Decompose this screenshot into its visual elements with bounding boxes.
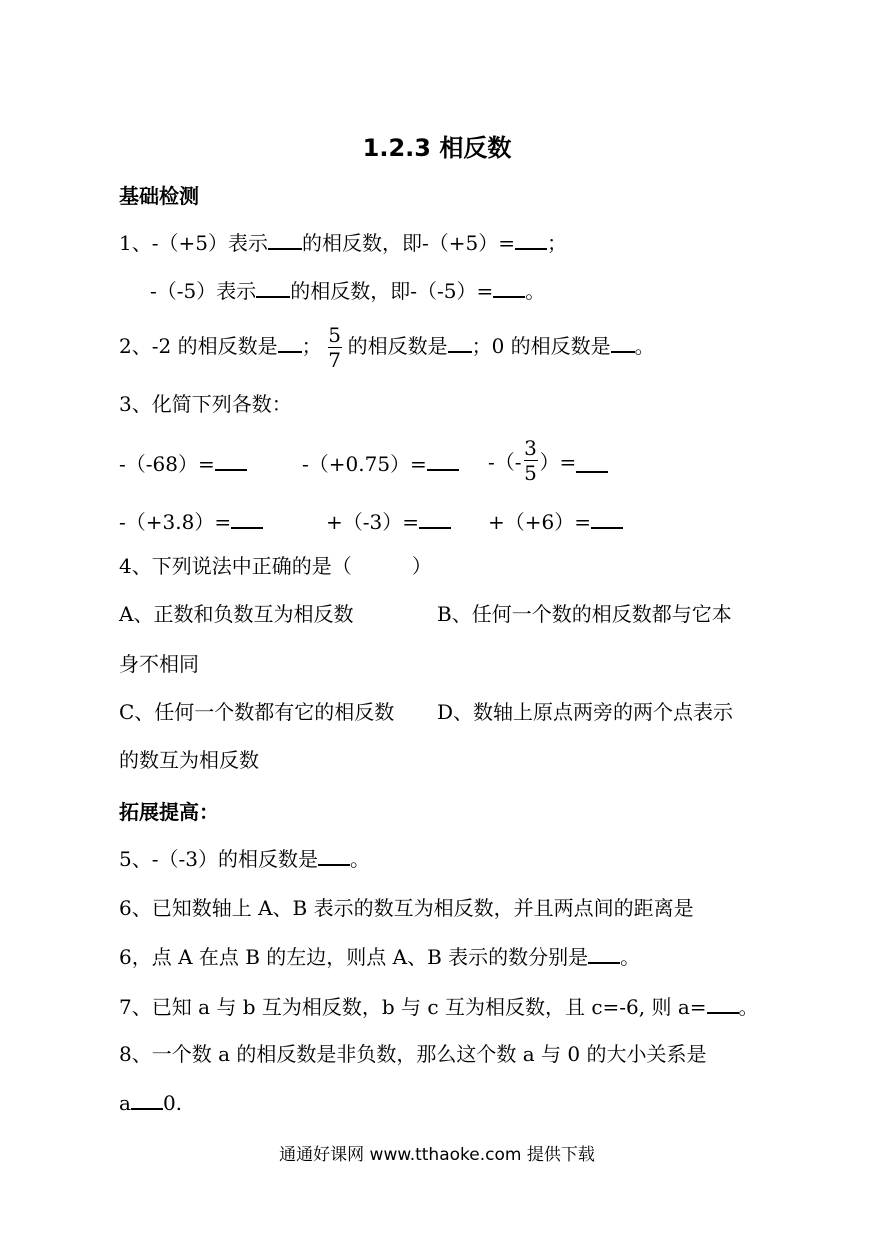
q1-text-e: 的相反数，即-（-5）= — [290, 279, 494, 303]
question-1-line-1 — [119, 228, 567, 257]
page-footer: 通通好课网 www.tthaoke.com 提供下载 — [279, 1145, 595, 1165]
fraction-numerator: 3 — [524, 435, 537, 460]
q7-text-b: 。 — [738, 995, 759, 1019]
fraction-denominator: 5 — [524, 460, 537, 485]
answer-blank[interactable] — [268, 228, 302, 250]
q8-text-a: a — [119, 1091, 131, 1115]
expr-text: -（-68）= — [119, 452, 215, 476]
answer-blank[interactable] — [515, 228, 547, 250]
q2-text-c: 的相反数是 — [347, 334, 448, 358]
q2-text-b: ； — [301, 334, 322, 358]
fraction-denominator: 7 — [328, 348, 341, 372]
q1-text-f: 。 — [525, 279, 546, 303]
answer-blank[interactable] — [576, 451, 608, 473]
answer-blank[interactable] — [448, 331, 472, 353]
question-4-prompt: 4、下列说法中正确的是（ ） — [119, 554, 432, 578]
q3-expression-1 — [119, 448, 247, 477]
option-d-line-1: D、数轴上原点两旁的两个点表示 — [437, 700, 734, 724]
expr-text: -（- — [488, 449, 522, 474]
section-basic-heading: 基础检测 — [119, 184, 199, 208]
answer-blank[interactable] — [427, 449, 459, 471]
answer-blank[interactable] — [493, 276, 525, 298]
fraction — [328, 323, 342, 372]
answer-blank[interactable] — [278, 331, 302, 353]
q5-text-b: 。 — [349, 847, 370, 871]
q7-text-a: 7、已知 a 与 b 互为相反数，b 与 c 互为相反数，且 c=-6, 则 a= — [119, 995, 707, 1019]
q6-text-a: 6，点 A 在点 B 的左边，则点 A、B 表示的数分别是 — [119, 945, 589, 969]
q2-text-e: 。 — [634, 334, 655, 358]
q5-text-a: 5、-（-3）的相反数是 — [119, 847, 318, 871]
answer-blank[interactable] — [256, 276, 290, 298]
expr-text: -（+3.8）= — [119, 510, 232, 534]
question-7 — [119, 992, 759, 1021]
q1-text-d: -（-5）表示 — [150, 279, 257, 303]
expr-text: +（-3）= — [326, 510, 419, 534]
q3-expression-2 — [302, 448, 459, 477]
q2-text-d: ；0 的相反数是 — [471, 334, 611, 358]
option-d-line-2: 的数互为相反数 — [119, 748, 259, 772]
fraction — [524, 436, 538, 485]
q3-expression-4 — [119, 506, 263, 535]
answer-blank[interactable] — [707, 992, 739, 1014]
answer-blank[interactable] — [588, 942, 620, 964]
answer-blank[interactable] — [611, 331, 635, 353]
expr-text: +（+6）= — [488, 510, 591, 534]
option-c: C、任何一个数都有它的相反数 — [119, 700, 395, 724]
q3-expression-5 — [326, 506, 451, 535]
answer-blank[interactable] — [419, 507, 451, 529]
question-1-line-2 — [150, 276, 545, 305]
answer-blank[interactable] — [215, 449, 247, 471]
question-6-line-2 — [119, 942, 640, 971]
question-8-line-1: 8、一个数 a 的相反数是非负数，那么这个数 a 与 0 的大小关系是 — [119, 1042, 707, 1066]
question-6-line-1: 6、已知数轴上 A、B 表示的数互为相反数，并且两点间的距离是 — [119, 896, 694, 920]
q1-text-a: 1、-（+5）表示 — [119, 231, 268, 255]
expr-text: ）= — [539, 449, 577, 474]
expr-text: -（+0.75）= — [302, 452, 427, 476]
q1-text-c: ； — [546, 231, 567, 255]
q3-expression-3 — [488, 430, 608, 490]
question-3-prompt: 3、化简下列各数： — [119, 392, 292, 416]
section-extend-heading: 拓展提高： — [119, 800, 219, 824]
option-b-line-1: B、任何一个数的相反数都与它本 — [437, 602, 732, 626]
answer-blank[interactable] — [591, 507, 623, 529]
q2-text-a: 2、-2 的相反数是 — [119, 334, 278, 358]
q1-text-b: 的相反数，即-（+5）= — [301, 231, 515, 255]
question-5 — [119, 844, 370, 873]
option-b-line-2: 身不相同 — [119, 652, 199, 676]
page-title: 1.2.3 相反数 — [362, 134, 512, 162]
option-a: A、正数和负数互为相反数 — [119, 602, 354, 626]
question-2 — [119, 318, 655, 374]
q3-expression-6 — [488, 506, 623, 535]
answer-blank[interactable] — [131, 1088, 163, 1110]
question-8-line-2 — [119, 1088, 182, 1117]
answer-blank[interactable] — [318, 844, 350, 866]
q6-text-b: 。 — [620, 945, 641, 969]
answer-blank[interactable] — [231, 507, 263, 529]
q8-text-b: 0. — [162, 1091, 183, 1115]
fraction-numerator: 5 — [328, 323, 341, 347]
